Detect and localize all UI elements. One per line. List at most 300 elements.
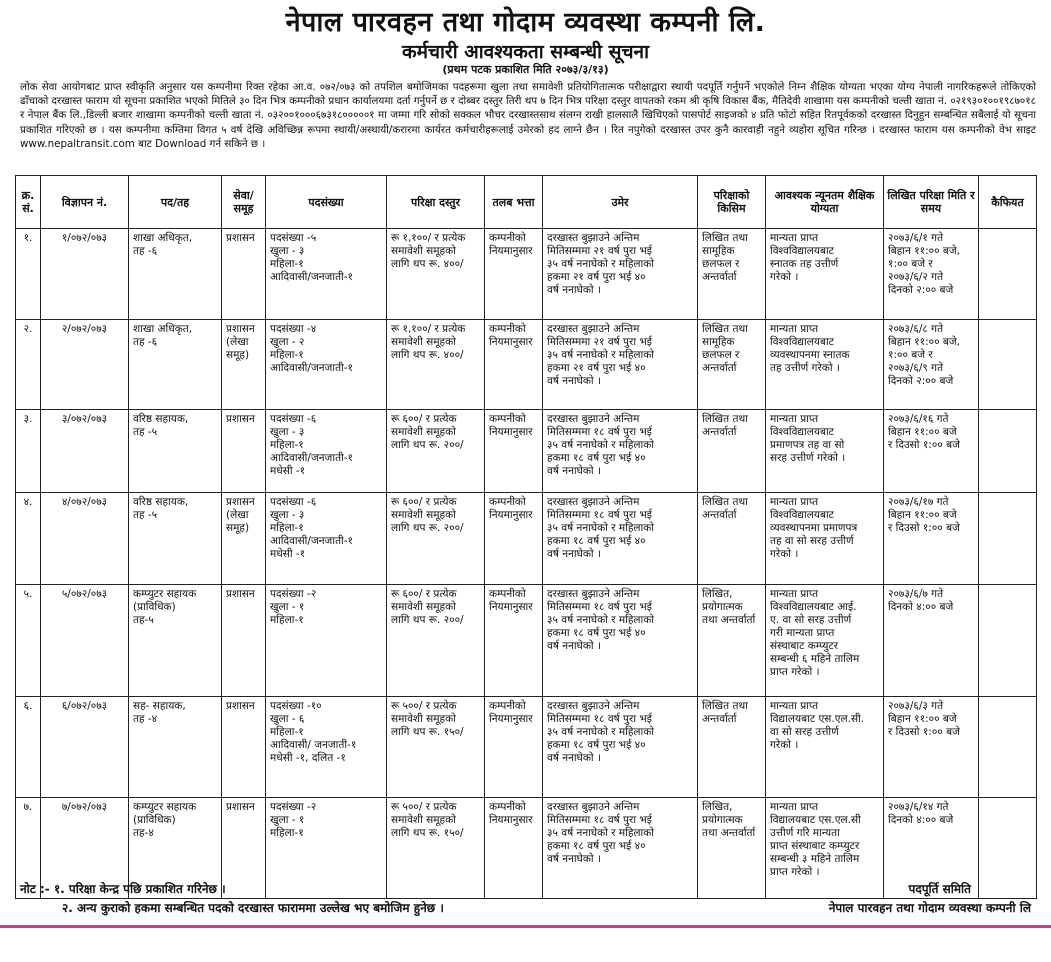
cell-adv-no: ३/०७२/०७३ [41, 409, 129, 492]
cell-qualification-line: प्राप्त संस्थाबाट कम्प्युटर [770, 839, 860, 852]
cell-age-line: दरखास्त बुझाउने अन्तिम [547, 412, 640, 425]
vacancy-table [15, 175, 1037, 899]
cell-age-line: ३५ वर्ष ननाघेको र महिलाको [547, 348, 655, 361]
cell-exam-fee-line: लागि थप रू. ४००/ [391, 258, 464, 270]
cell-age-line: ३५ वर्ष ननाघेको र महिलाको [547, 258, 655, 270]
cell-exam-type-line: लिखित तथा [702, 699, 748, 712]
cell-exam-date [884, 493, 979, 585]
cell-post-line: शाखा अधिकृत, [133, 232, 193, 244]
cell-exam-date-line: बिहान ११:०० बजे [888, 712, 957, 725]
cell-post-count-line: खुला - ३ [270, 245, 305, 257]
cell-exam-fee-line: रू १,१००/ र प्रत्येक [391, 322, 466, 335]
cell-remarks [979, 409, 1037, 492]
cell-salary [485, 409, 543, 492]
cell-qualification [766, 319, 884, 409]
cell-sn: ३. [16, 409, 41, 492]
header-adv-no: विज्ञापन नं. [41, 176, 129, 229]
cell-qualification-line: वा सो सरह उत्तीर्ण [770, 725, 839, 738]
cell-exam-date-line: २०७३/६/८ गते [888, 322, 944, 335]
cell-service [222, 696, 266, 797]
cell-exam-type-line: अन्तर्वार्ता [702, 425, 737, 438]
cell-age-line: ३५ वर्ष ननाघेको र महिलाको [547, 522, 655, 535]
cell-age-line: दरखास्त बुझाउने अन्तिम [547, 322, 640, 335]
cell-post-line: वरिष्ठ सहायक, [133, 412, 189, 425]
cell-adv-no: १/०७२/०७३ [41, 229, 129, 320]
cell-exam-type-line: लिखित तथा [702, 412, 748, 425]
cell-salary [485, 229, 543, 320]
cell-exam-fee-line: लागि थप रू. २००/ [391, 613, 464, 626]
header-salary: तलब भत्ता [485, 176, 543, 229]
cell-post [129, 319, 222, 409]
cell-age-line: ३५ वर्ष ननाघेको र महिलाको [547, 826, 655, 839]
cell-service-line: (लेखा [226, 335, 249, 348]
cell-post-count-line: आदिवासी/जनजाती-१ [270, 271, 354, 283]
cell-age-line: ३५ वर्ष ननाघेको र महिलाको [547, 438, 655, 451]
cell-qualification-line: प्रमाणपत्र तह वा सो [770, 438, 845, 451]
cell-age-line: हकमा १८ वर्ष पुरा भई ४० [547, 451, 646, 464]
cell-service [222, 229, 266, 320]
cell-exam-fee-line: रू ६००/ र प्रत्येक [391, 412, 457, 425]
cell-exam-fee-line: रू १,१००/ र प्रत्येक [391, 232, 466, 244]
cell-post-line: कम्प्युटर सहायक [133, 587, 197, 600]
footer-notes [20, 880, 660, 918]
cell-age-line: हकमा १८ वर्ष पुरा भई ४० [547, 839, 646, 852]
cell-qualification-line: मान्यता प्राप्त [770, 232, 819, 244]
cell-exam-fee-line: लागि थप रू. १५०/ [391, 826, 464, 839]
cell-exam-type-line: लिखित, [702, 800, 733, 813]
table-row [16, 584, 1037, 696]
cell-service-line: प्रशासन [226, 412, 255, 425]
cell-exam-date-line: र दिउसो १:०० बजे [888, 438, 960, 451]
cell-post-line: तह -४ [133, 712, 158, 725]
cell-salary [485, 584, 543, 696]
cell-exam-type-line: लिखित तथा [702, 496, 748, 509]
cell-service-line: प्रशासन [226, 587, 255, 600]
cell-exam-fee-line: समावेशी समूहको [391, 712, 456, 725]
intro-tail: बाट Download गर्न सकिने छ । [138, 137, 266, 150]
cell-exam-date-line: बिहान ११:०० बजे, [888, 245, 961, 257]
cell-post-count-line: खुला - १ [270, 813, 305, 826]
cell-exam-fee-line: लागि थप रू. ४००/ [391, 348, 464, 361]
cell-exam-fee [387, 493, 485, 585]
cell-post-line: तह-४ [133, 826, 154, 839]
cell-post [129, 584, 222, 696]
cell-age-line: वर्ष ननाघेको । [547, 464, 601, 477]
footer-note-1: नोट :- १. परिक्षा केन्द्र पछि प्रकाशित गरिनेछ । [20, 882, 226, 896]
publication-note: (प्रथम पटक प्रकाशित मिति २०७३/३/१३) [442, 63, 609, 76]
cell-age-line: वर्ष ननाघेको । [547, 852, 601, 865]
table-row [16, 696, 1037, 797]
cell-remarks [979, 584, 1037, 696]
signature-committee: पदपूर्ति समिति [908, 882, 971, 896]
cell-qualification-line: मान्यता प्राप्त [770, 699, 819, 712]
cell-exam-type-line: अन्तर्वार्ता [702, 361, 737, 374]
cell-post-line: (प्राविधिक) [133, 813, 176, 826]
cell-post-count-line: पदसंख्या -६ [270, 496, 317, 509]
cell-exam-type-line: सामूहिक [702, 245, 735, 257]
cell-age-line: मितिसम्ममा १८ वर्ष पुरा भई [547, 712, 652, 725]
cell-sn: २. [16, 319, 41, 409]
cell-service [222, 319, 266, 409]
cell-qualification-line: मान्यता प्राप्त [770, 496, 819, 509]
cell-post-count-line: आदिवासी/जनजाती-१ [270, 361, 354, 374]
cell-age-line: वर्ष ननाघेको । [547, 284, 601, 296]
table-row [16, 409, 1037, 492]
cell-exam-date-line: दिनको २:०० बजे [888, 284, 954, 296]
cell-adv-no: ४/०७२/०७३ [41, 493, 129, 585]
cell-exam-date-line: २०७३/६/१६ गते [888, 412, 949, 425]
cell-age [543, 319, 698, 409]
cell-exam-type-line: अन्तर्वार्ता [702, 271, 737, 283]
cell-post-count-line: महिला-१ [270, 348, 304, 361]
cell-age-line: वर्ष ननाघेको । [547, 639, 601, 652]
cell-salary-line: नियमानुसार [489, 509, 533, 522]
cell-post-count-line: पदसंख्या -२ [270, 587, 317, 600]
cell-qualification-line: गरेको । [770, 738, 799, 751]
cell-exam-fee-line: समावेशी समूहको [391, 245, 456, 257]
cell-age-line: दरखास्त बुझाउने अन्तिम [547, 496, 640, 509]
cell-exam-type-line: तथा अन्तर्वार्ता [702, 826, 756, 839]
cell-post-count-line: महिला-१ [270, 826, 304, 839]
cell-qualification-line: स्नातक तह उत्तीर्ण [770, 258, 839, 270]
cell-qualification-line: विश्वविद्यालयबाट [770, 509, 834, 522]
cell-post-count-line: आदिवासी/जनजाती-१ [270, 451, 354, 464]
cell-service-line: प्रशासन [226, 496, 255, 509]
cell-exam-date-line: र दिउसो १:०० बजे [888, 522, 960, 535]
cell-exam-type-line: प्रयोगात्मक [702, 813, 743, 826]
cell-exam-date-line: २०७३/६/९ गते [888, 361, 944, 374]
cell-post-count-line: खुला - ३ [270, 509, 305, 522]
cell-exam-fee-line: समावेशी समूहको [391, 600, 456, 613]
cell-qualification-line: व्यवस्थापनमा प्रमाणपत्र [770, 522, 858, 535]
cell-post-line: तह -५ [133, 509, 158, 522]
cell-qualification-line: गरेको । [770, 271, 799, 283]
cell-post-count [266, 229, 387, 320]
cell-qualification-line: गरेको । [770, 548, 799, 561]
cell-exam-date [884, 584, 979, 696]
cell-age-line: हकमा १८ वर्ष पुरा भई ४० [547, 535, 646, 548]
cell-age-line: वर्ष ननाघेको । [547, 374, 601, 387]
cell-sn: ४. [16, 493, 41, 585]
cell-post-line: कम्प्युटर सहायक [133, 800, 197, 813]
cell-age-line: दरखास्त बुझाउने अन्तिम [547, 699, 640, 712]
cell-qualification-line: सम्बन्धी ६ महिने तालिम [770, 652, 860, 665]
cell-exam-type-line: छलफल र [702, 348, 740, 361]
cell-exam-type [698, 493, 766, 585]
cell-qualification-line: तह वा सो सरह उत्तीर्ण [770, 535, 854, 548]
cell-exam-fee-line: समावेशी समूहको [391, 425, 456, 438]
cell-adv-no: २/०७२/०७३ [41, 319, 129, 409]
cell-exam-fee-line: रू ५००/ र प्रत्येक [391, 699, 457, 712]
cell-service [222, 409, 266, 492]
cell-age-line: हकमा १८ वर्ष पुरा भई ४० [547, 626, 646, 639]
cell-exam-fee-line: समावेशी समूहको [391, 813, 456, 826]
cell-exam-fee-line: रू ५००/ र प्रत्येक [391, 800, 457, 813]
cell-sn: १. [16, 229, 41, 320]
cell-post-line: शाखा अधिकृत, [133, 322, 193, 335]
cell-salary-line: कम्पनीको [489, 699, 526, 712]
cell-post-count-line: खुला - १ [270, 600, 305, 613]
cell-service-line: समूह) [226, 522, 250, 535]
cell-qualification [766, 696, 884, 797]
cell-exam-date-line: २०७३/६/२ गते [888, 271, 944, 283]
cell-post-count-line: मधेसी -१ [270, 464, 306, 477]
cell-age-line: हकमा १८ वर्ष पुरा भई ४० [547, 738, 646, 751]
cell-age-line: हकमा २१ वर्ष पुरा भई ४० [547, 271, 646, 283]
cell-service [222, 493, 266, 585]
cell-salary-line: नियमानुसार [489, 335, 533, 348]
cell-service-line: प्रशासन [226, 800, 255, 813]
cell-exam-fee-line: समावेशी समूहको [391, 509, 456, 522]
cell-exam-type [698, 696, 766, 797]
cell-post-count-line: पदसंख्या -५ [270, 232, 317, 244]
table-header-row [16, 176, 1037, 229]
cell-age-line: मितिसम्ममा १८ वर्ष पुरा भई [547, 509, 652, 522]
cell-adv-no: ५/०७२/०७३ [41, 584, 129, 696]
intro-text: लोक सेवा आयोगबाट प्राप्त स्वीकृति अनुसार यस कम्पनीमा रिक्त रहेका आ.व. ०७२/०७३ को तपशिल बमोजिमका पदहरूमा खुला तथा समावेशी प्रतियोगितात्मक परीक्षाद्वारा स्थायी पदपूर्ति गर्नुपर्ने भएकोले निम्न शैक्षिक योग्यता भएका योग्य नेपाली नागरिकहरूले तोकिएको ढाँचाको दरखास्त फाराम यो सूचना प्रकाशित भएको मितिले ३० दिन भित्र कम्पनीको प्रधान कार्यालयमा दर्ता गर्नुपर्ने छ र दोब्बर दस्तुर तिरी थप ७ दिन भित्र परिक्षा दस्तुर वापतको रकम श्री कृषि विकास बैंक, मैतिदेवी शाखामा यस कम्पनीको चल्ती खाता नं. ०२१९३०१००१९८७०१८ र नेपाल बैंक लि.,डिल्ली बजार शाखामा कम्पनीको चल्ती खाता नं. ०३२००१०००६७३१८०००००१ मा जम्मा गरि सोको सक्कल भौचर दरखास्तसाथ संलग्न राखी हालसालै खिचिएको पासपोर्ट साइजको ४ प्रति फोटो सहित रितपूर्वकको दरखास्त दिनुहुन सम्बन्धित सबैलाई यो सूचना प्रकाशित गरिएको छ । यस कम्पनीमा कम्तिमा विगत ५ वर्ष देखि अविच्छिन्न रूपमा स्थायी/अस्थायी/करारमा कार्यरत कर्मचारीहरूलाई उमेरको हद लाग्ने छैन । रित नपुगेको दरखास्त उपर कुनै कारवाही नहुने व्यहोरा सूचित गरिन्छ । दरखास्त फाराम यस कम्पनीको वेभ साइट [20, 81, 1036, 136]
cell-exam-type [698, 229, 766, 320]
cell-exam-fee [387, 409, 485, 492]
cell-exam-type [698, 319, 766, 409]
cell-post [129, 696, 222, 797]
cell-age-line: दरखास्त बुझाउने अन्तिम [547, 800, 640, 813]
cell-qualification [766, 229, 884, 320]
header-qualification: आवश्यक न्यूनतम शैक्षिक योग्यता [766, 176, 884, 229]
cell-post-count-line: पदसंख्या -१० [270, 699, 322, 712]
cell-post-count [266, 584, 387, 696]
cell-salary-line: कम्पनीको [489, 496, 526, 509]
cell-qualification-line: व्यवस्थापनमा स्नातक [770, 348, 850, 361]
cell-exam-fee-line: समावेशी समूहको [391, 335, 456, 348]
cell-qualification-line: ए. वा सो सरह उत्तीर्ण [770, 613, 852, 626]
cell-salary-line: नियमानुसार [489, 813, 533, 826]
cell-post-count-line: पदसंख्या -४ [270, 322, 317, 335]
header-age: उमेर [543, 176, 698, 229]
cell-qualification-line: मान्यता प्राप्त [770, 800, 819, 813]
cell-salary-line: कम्पनीको [489, 587, 526, 600]
cell-salary-line: कम्पनीको [489, 412, 526, 425]
cell-post-count-line: महिला-१ [270, 438, 304, 451]
cell-qualification-line: संस्थाबाट कम्प्युटर [770, 639, 838, 652]
cell-post-count-line: पदसंख्या -६ [270, 412, 317, 425]
cell-age-line: मितिसम्ममा १८ वर्ष पुरा भई [547, 600, 652, 613]
cell-post-count [266, 409, 387, 492]
cell-exam-date-line: २०७३/६/१४ गते [888, 800, 949, 813]
cell-salary [485, 493, 543, 585]
header-post-count: पदसंख्या [266, 176, 387, 229]
cell-age-line: वर्ष ननाघेको । [547, 548, 601, 561]
cell-age-line: ३५ वर्ष ननाघेको र महिलाको [547, 613, 655, 626]
cell-post-line: तह -५ [133, 425, 158, 438]
header-sn: क्र. सं. [16, 176, 41, 229]
cell-salary-line: नियमानुसार [489, 245, 533, 257]
cell-qualification-line: विश्वविद्यालयबाट [770, 425, 834, 438]
cell-post-count-line: मधेसी -१, दलित -१ [270, 751, 346, 764]
cell-exam-date-line: दिनको २:०० बजे [888, 374, 954, 387]
cell-exam-fee-line: लागि थप रू. २००/ [391, 438, 464, 451]
intro-paragraph [20, 80, 1036, 151]
bottom-divider [0, 925, 1051, 928]
table-body [16, 229, 1037, 899]
cell-post [129, 493, 222, 585]
cell-exam-fee-line: रू ६००/ र प्रत्येक [391, 496, 457, 509]
cell-age-line: ३५ वर्ष ननाघेको र महिलाको [547, 725, 655, 738]
cell-qualification-line: विद्यालयबाट एस.एल.सी [770, 813, 861, 826]
cell-age-line: मितिसम्ममा २१ वर्ष पुरा भई [547, 335, 652, 348]
cell-post-count-line: खुला - ३ [270, 425, 305, 438]
cell-sn: ६. [16, 696, 41, 797]
cell-exam-type [698, 584, 766, 696]
notice-title: नेपाल पारवहन तथा गोदाम व्यवस्था कम्पनी लि. [285, 7, 766, 38]
cell-age-line: वर्ष ननाघेको । [547, 751, 601, 764]
cell-remarks [979, 493, 1037, 585]
cell-adv-no: ६/०७२/०७३ [41, 696, 129, 797]
cell-service-line: (लेखा [226, 509, 249, 522]
cell-exam-fee [387, 696, 485, 797]
cell-qualification-line: मान्यता प्राप्त [770, 322, 819, 335]
cell-age-line: हकमा २१ वर्ष पुरा भई ४० [547, 361, 646, 374]
cell-qualification-line: विश्वविद्यालयबाट [770, 245, 834, 257]
cell-post-count [266, 696, 387, 797]
cell-exam-type-line: सामूहिक [702, 335, 735, 348]
signature-company: नेपाल पारवहन तथा गोदाम व्यवस्था कम्पनी लि [828, 901, 1031, 915]
cell-exam-date-line: दिनको ४:०० बजे [888, 600, 954, 613]
cell-salary-line: कम्पनीको [489, 232, 526, 244]
cell-exam-date-line: २०७३/६/१ गते [888, 232, 944, 244]
cell-exam-fee [387, 319, 485, 409]
vacancy-table-wrapper [15, 175, 1036, 899]
header-post: पद/तह [129, 176, 222, 229]
cell-exam-date-line: बिहान ११:०० बजे [888, 509, 957, 522]
cell-salary-line: नियमानुसार [489, 712, 533, 725]
cell-age [543, 696, 698, 797]
cell-qualification [766, 493, 884, 585]
cell-exam-fee [387, 584, 485, 696]
cell-post-line: (प्राविधिक) [133, 600, 176, 613]
cell-age [543, 493, 698, 585]
cell-salary [485, 696, 543, 797]
cell-exam-date-line: २०७३/६/३ गते [888, 699, 944, 712]
cell-qualification-line: सरह उत्तीर्ण गरेको । [770, 451, 846, 464]
footer-note-2: २. अन्य कुराको हकमा सम्बन्धित पदको दरखास्त फाराममा उल्लेख भए बमोजिम हुनेछ । [62, 901, 444, 915]
cell-exam-fee-line: लागि थप रू. १५०/ [391, 725, 464, 738]
cell-post-count-line: महिला-१ [270, 522, 304, 535]
cell-exam-type-line: लिखित तथा [702, 232, 748, 244]
cell-post-line: तह -६ [133, 335, 158, 348]
cell-sn: ७. [16, 797, 41, 898]
cell-age [543, 229, 698, 320]
cell-exam-type-line: लिखित, [702, 587, 733, 600]
cell-salary-line: नियमानुसार [489, 600, 533, 613]
cell-post-count-line: महिला-१ [270, 725, 304, 738]
cell-salary [485, 319, 543, 409]
cell-exam-type-line: तथा अन्तर्वार्ता [702, 613, 756, 626]
cell-qualification-line: विश्वविद्यालयबाट [770, 335, 834, 348]
cell-exam-fee-line: लागि थप रू. २००/ [391, 522, 464, 535]
cell-post-count-line: आदिवासी/जनजाती-१ [270, 535, 354, 548]
cell-exam-type-line: लिखित तथा [702, 322, 748, 335]
cell-adv-no: ७/०७२/०७३ [41, 797, 129, 898]
cell-exam-date [884, 319, 979, 409]
cell-qualification-line: सम्बन्धी ३ महिने तालिम [770, 852, 860, 865]
cell-exam-date-line: बिहान ११:०० बजे [888, 425, 957, 438]
cell-service-line: प्रशासन [226, 322, 255, 335]
cell-age-line: दरखास्त बुझाउने अन्तिम [547, 587, 640, 600]
header-service: सेवा/ समूह [222, 176, 266, 229]
cell-age-line: मितिसम्ममा १८ वर्ष पुरा भई [547, 425, 652, 438]
footer-signature [701, 880, 1031, 918]
cell-post-count-line: खुला - २ [270, 335, 305, 348]
cell-post [129, 229, 222, 320]
cell-service [222, 584, 266, 696]
cell-post-count-line: महिला-१ [270, 613, 304, 626]
cell-post-count [266, 493, 387, 585]
cell-qualification-line: प्राप्त गरेको । [770, 665, 820, 678]
cell-post-line: वरिष्ठ सहायक, [133, 496, 189, 509]
website-link[interactable]: www.nepaltransit.com [20, 137, 135, 150]
cell-age [543, 409, 698, 492]
table-row [16, 229, 1037, 320]
cell-post-line: तह -६ [133, 245, 158, 257]
cell-qualification-line: विश्वविद्यालयबाट आई. [770, 600, 857, 613]
table-row [16, 493, 1037, 585]
cell-exam-fee [387, 229, 485, 320]
header-remarks: कैफियत [979, 176, 1037, 229]
cell-exam-date [884, 229, 979, 320]
cell-exam-type [698, 409, 766, 492]
cell-exam-date [884, 409, 979, 492]
cell-qualification-line: प्राप्त गरेको । [770, 865, 820, 878]
cell-post-count-line: मधेसी -१ [270, 548, 306, 561]
cell-post [129, 409, 222, 492]
cell-exam-type-line: प्रयोगात्मक [702, 600, 743, 613]
cell-age-line: मितिसम्ममा २१ वर्ष पुरा भई [547, 245, 652, 257]
cell-sn: ५. [16, 584, 41, 696]
cell-service-line: प्रशासन [226, 699, 255, 712]
cell-post-count [266, 319, 387, 409]
cell-qualification-line: मान्यता प्राप्त [770, 412, 819, 425]
cell-qualification-line: मान्यता प्राप्त [770, 587, 819, 600]
cell-age-line: दरखास्त बुझाउने अन्तिम [547, 232, 640, 244]
cell-salary-line: कम्पनीको [489, 322, 526, 335]
cell-post-line: सह- सहायक, [133, 699, 186, 712]
cell-qualification-line: विद्यालयबाट एस.एल.सी. [770, 712, 865, 725]
cell-qualification-line: उत्तीर्ण गरि मान्यता [770, 826, 840, 839]
header-exam-fee: परिक्षा दस्तुर [387, 176, 485, 229]
cell-qualification-line: गरी मान्यता प्राप्त [770, 626, 835, 639]
cell-remarks [979, 319, 1037, 409]
cell-exam-date-line: दिनको ४:०० बजे [888, 813, 954, 826]
cell-exam-date-line: २०७३/६/७ गते [888, 587, 944, 600]
cell-post-count-line: महिला-१ [270, 258, 304, 270]
cell-qualification [766, 409, 884, 492]
cell-exam-date-line: र दिउसो १:०० बजे [888, 725, 960, 738]
header-exam-date: लिखित परिक्षा मिति र समय [884, 176, 979, 229]
cell-salary-line: नियमानुसार [489, 425, 533, 438]
header-exam-type: परिक्षाको किसिम [698, 176, 766, 229]
cell-exam-date-line: १:०० बजे र [888, 348, 933, 361]
cell-exam-date-line: २०७३/६/१७ गते [888, 496, 949, 509]
cell-exam-date-line: १:०० बजे र [888, 258, 933, 270]
cell-service-line: समूह) [226, 348, 250, 361]
cell-age [543, 584, 698, 696]
cell-qualification [766, 584, 884, 696]
cell-qualification-line: तह उत्तीर्ण गरेको । [770, 361, 840, 374]
cell-service-line: प्रशासन [226, 232, 255, 244]
table-row [16, 319, 1037, 409]
cell-salary-line: कम्पनीको [489, 800, 526, 813]
cell-exam-type-line: छलफल र [702, 258, 740, 270]
